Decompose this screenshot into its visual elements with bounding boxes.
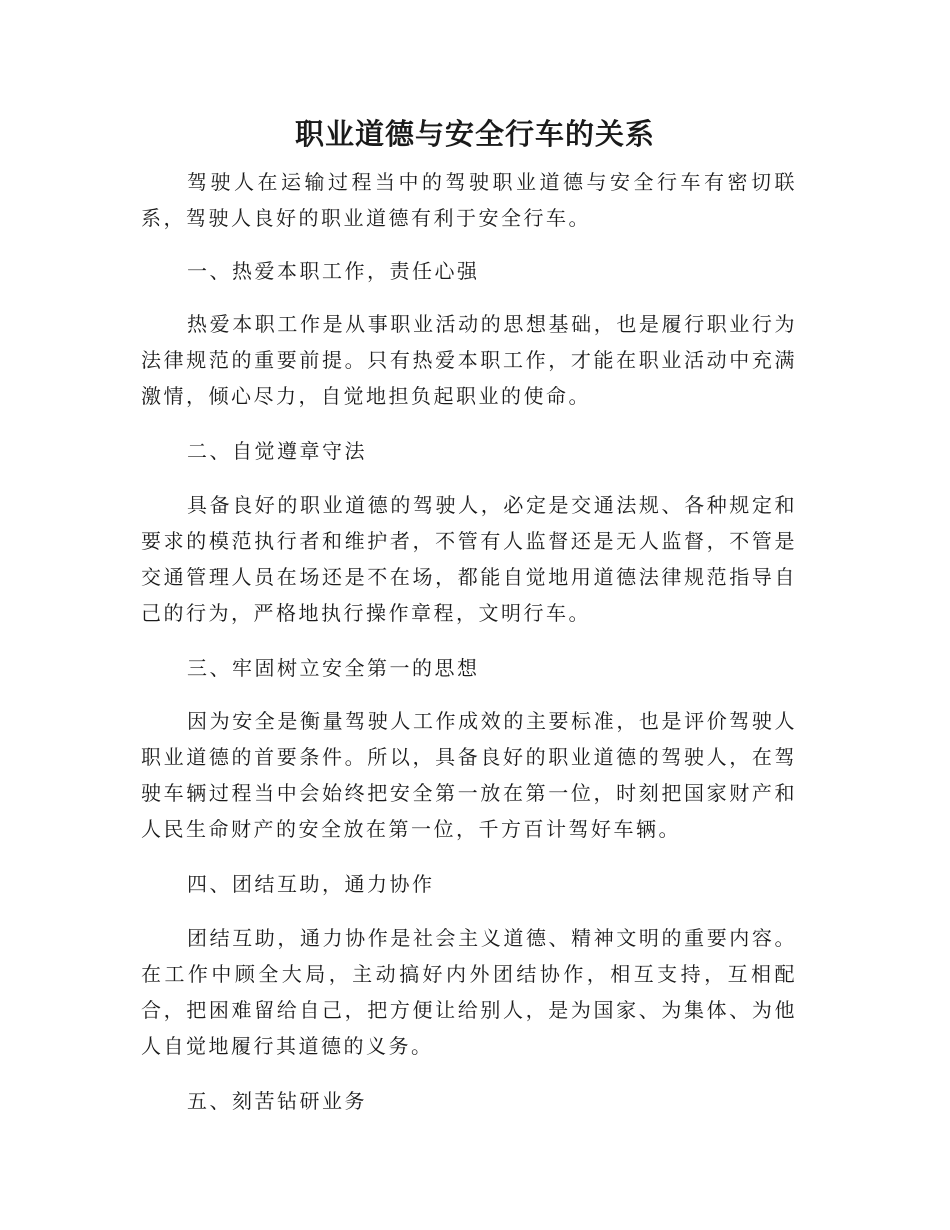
- document-title: 职业道德与安全行车的关系: [294, 117, 655, 151]
- section-1-body: 热爱本职工作是从事职业活动的思想基础，也是履行职业行为法律规范的重要前提。只有热爱本职工作，才能在职业活动中充满激情，倾心尽力，自觉地担负起职业的使命。: [141, 312, 797, 408]
- section-5-heading: 五、刻苦钻研业务: [187, 1089, 367, 1113]
- section-4-heading: 四、团结互助，通力协作: [187, 872, 435, 896]
- section-3-heading: 三、牢固树立安全第一的思想: [187, 656, 480, 680]
- section-3-body: 因为安全是衡量驾驶人工作成效的主要标准，也是评价驾驶人职业道德的首要条件。所以，具备良好的职业道德的驾驶人，在驾驶车辆过程当中会始终把安全第一放在第一位，时刻把国家财产和人民生命财产的安全放在第一位，千方百计驾好车辆。: [141, 709, 797, 841]
- intro-paragraph: 驾驶人在运输过程当中的驾驶职业道德与安全行车有密切联系，驾驶人良好的职业道德有利于安全行车。: [141, 170, 797, 230]
- section-2-heading: 二、自觉遵章守法: [187, 439, 367, 463]
- section-2-body: 具备良好的职业道德的驾驶人，必定是交通法规、各种规定和要求的模范执行者和维护者，不管有人监督还是无人监督，不管是交通管理人员在场还是不在场，都能自觉地用道德法律规范指导自己的行为，严格地执行操作章程，文明行车。: [141, 493, 797, 625]
- section-1-heading: 一、热爱本职工作，责任心强: [187, 259, 480, 283]
- section-4-body: 团结互助，通力协作是社会主义道德、精神文明的重要内容。在工作中顾全大局，主动搞好内外团结协作，相互支持，互相配合，把困难留给自己，把方便让给别人，是为国家、为集体、为他人自觉地履行其道德的义务。: [141, 926, 797, 1058]
